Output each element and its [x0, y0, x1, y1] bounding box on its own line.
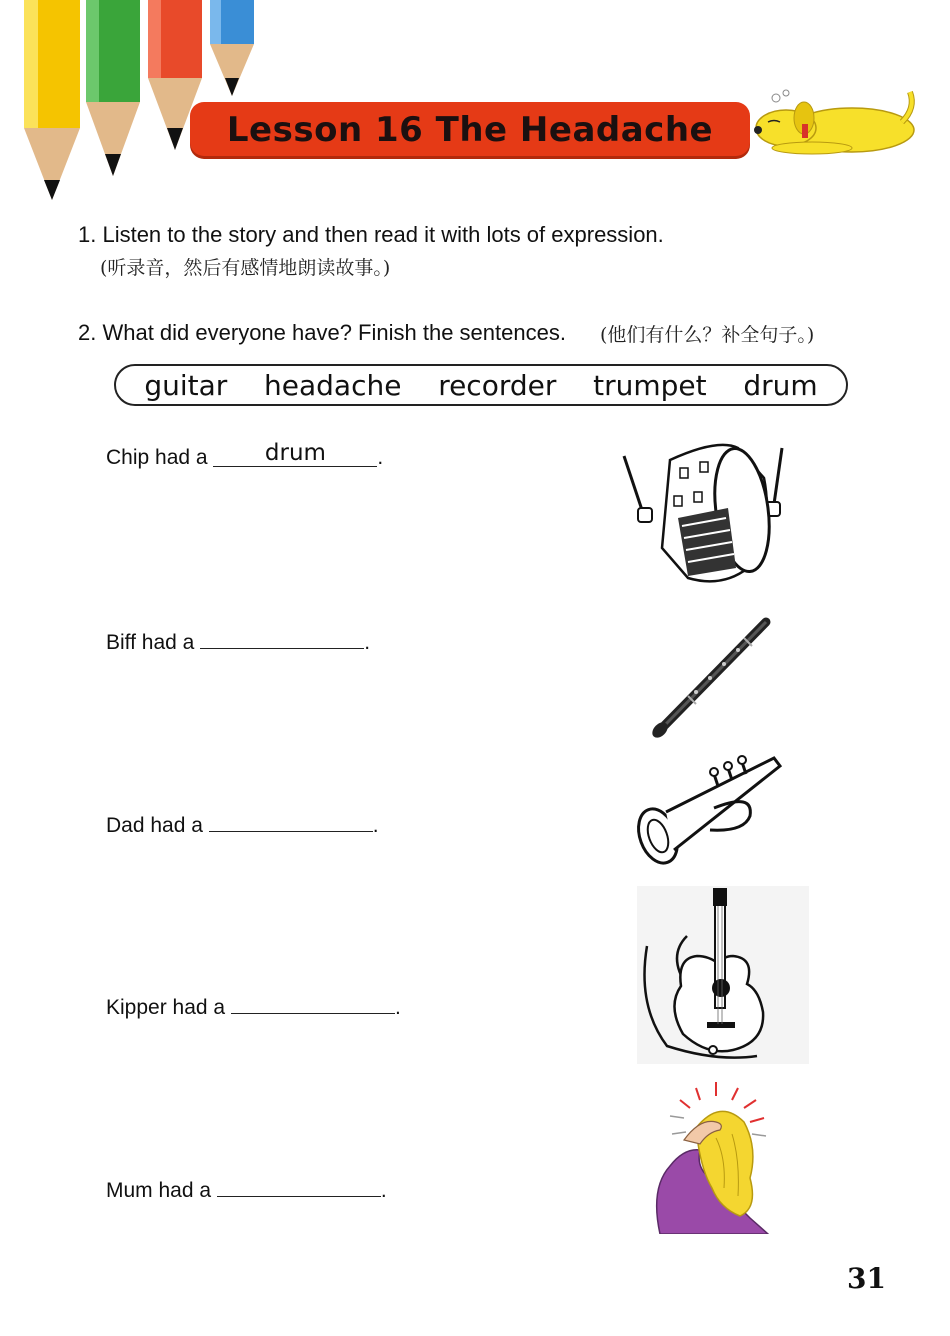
sleeping-dog-icon: [752, 88, 922, 158]
sentence-dad: [106, 809, 379, 838]
yellow-pencil-icon: [24, 0, 80, 200]
word-bank-item: drum: [743, 368, 818, 402]
sentence-suffix: .: [377, 446, 384, 469]
blue-pencil-icon: [210, 0, 254, 96]
trumpet-icon: [634, 752, 784, 870]
answer-blank[interactable]: [209, 809, 373, 832]
sentence-biff: [106, 626, 370, 655]
recorder-icon: [648, 616, 773, 741]
word-bank: [114, 364, 848, 406]
word-bank-item: trumpet: [593, 368, 707, 402]
answer-blank[interactable]: [231, 991, 395, 1014]
sentence-prefix: Dad had a: [106, 814, 209, 837]
sentence-prefix: Biff had a: [106, 631, 201, 654]
question-2-chinese: (他们有什么？补全句子。): [600, 324, 815, 346]
sentence-suffix: .: [394, 996, 401, 1019]
answer-blank[interactable]: [200, 626, 364, 649]
word-bank-item: recorder: [438, 368, 557, 402]
question-1-chinese: (听录音，然后有感情地朗读故事。): [100, 257, 391, 279]
green-pencil-icon: [86, 0, 140, 176]
sentence-suffix: .: [372, 814, 379, 837]
sentence-suffix: .: [380, 1179, 387, 1202]
question-1-text: 1. Listen to the story and then read it with lots of expression.: [78, 222, 664, 247]
question-2-text: 2. What did everyone have? Finish the sentences.: [78, 320, 566, 345]
sentence-suffix: .: [364, 631, 371, 654]
sentence-prefix: Mum had a: [106, 1179, 217, 1202]
sentence-chip: [106, 440, 384, 470]
answer-blank[interactable]: [217, 1174, 381, 1197]
sentence-kipper: [106, 991, 401, 1020]
drum-icon: [618, 438, 793, 588]
guitar-icon: [637, 886, 809, 1064]
answer-text: drum: [264, 440, 326, 466]
sentence-prefix: Kipper had a: [106, 996, 231, 1019]
sentence-mum: [106, 1174, 387, 1203]
page-number: 31: [847, 1262, 886, 1295]
headache-icon: [640, 1078, 790, 1234]
answer-blank[interactable]: [213, 440, 377, 467]
word-bank-item: guitar: [144, 368, 228, 402]
lesson-title: Lesson 16 The Headache: [226, 110, 714, 150]
sentence-prefix: Chip had a: [106, 446, 214, 469]
word-bank-item: headache: [264, 368, 402, 402]
